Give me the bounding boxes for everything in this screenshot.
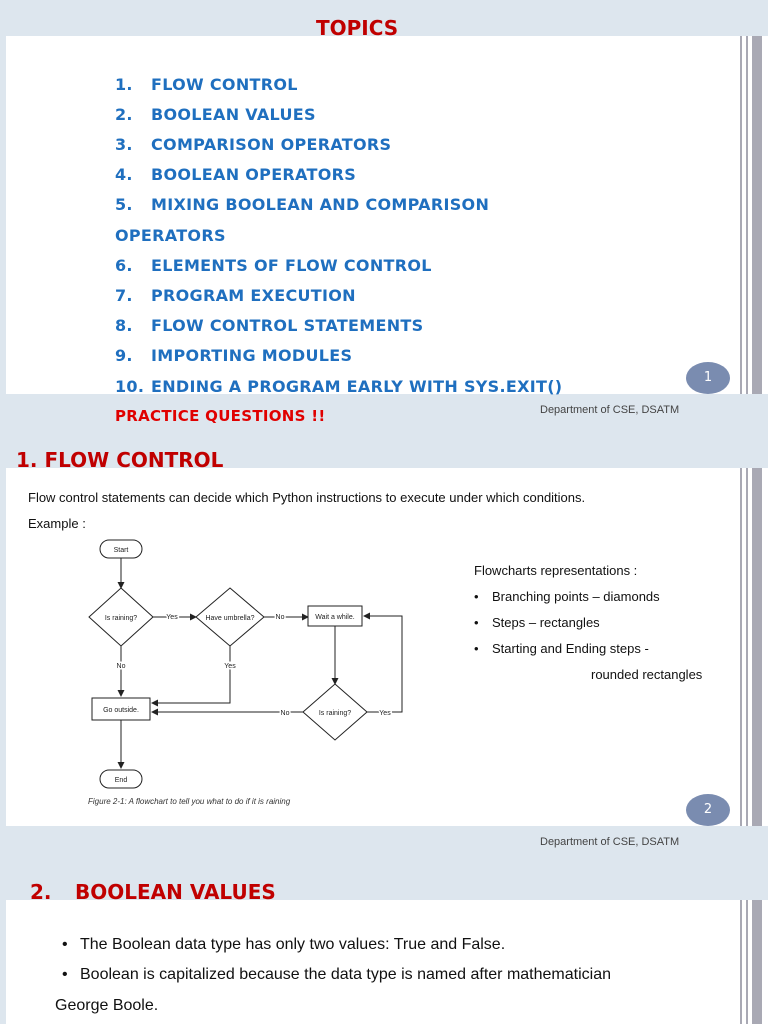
slide-boolean-values (0, 864, 768, 1024)
edge-label-yes: Yes (166, 614, 178, 621)
slide-rail (736, 900, 768, 1024)
topic-item: 8. FLOW CONTROL STATEMENTS (115, 316, 424, 335)
topic-item: 5. MIXING BOOLEAN AND COMPARISON (115, 195, 490, 214)
edge-label-no: No (280, 710, 290, 717)
topic-item: 2. BOOLEAN VALUES (115, 105, 316, 124)
practice-questions: PRACTICE QUESTIONS !! (115, 407, 326, 425)
reps-heading: Flowcharts representations : (474, 563, 638, 578)
flowchart-caption: Figure 2-1: A flowchart to tell you what to do if it is raining (88, 797, 291, 806)
step-label: Go outside. (103, 707, 139, 714)
bullet-item: • The Boolean data type has only two values: True and False. (80, 936, 505, 954)
edge-label-yes: Yes (224, 663, 236, 670)
edge-label-no: No (116, 663, 126, 670)
slide-rail (736, 36, 768, 394)
decision-label: Have umbrella? (205, 615, 255, 622)
slide-title: 1. FLOW CONTROL (16, 448, 224, 472)
intro-text: Flow control statements can decide which Python instructions to execute under which conditions. (28, 490, 586, 505)
topic-item: 6. ELEMENTS OF FLOW CONTROL (115, 256, 432, 275)
reps-item: • Starting and Ending steps - (492, 641, 649, 656)
topic-item: OPERATORS (115, 226, 226, 245)
bullet-item-cont: George Boole. (55, 997, 159, 1014)
edge-label-yes: Yes (379, 710, 391, 717)
slide-title-number: 2. (30, 880, 52, 904)
page-number-badge: 1 (686, 362, 730, 394)
end-label: End (114, 777, 128, 784)
slide-flow-control (0, 436, 768, 864)
bullet-item: • Boolean is capitalized because the data type is named after mathematician (80, 966, 611, 984)
reps-item: • Steps – rectangles (492, 615, 600, 630)
reps-item: • Branching points – diamonds (492, 589, 660, 604)
slide-footer: Department of CSE, DSATM (540, 404, 680, 416)
topic-item: 4. BOOLEAN OPERATORS (115, 165, 357, 184)
slide-rail (736, 468, 768, 826)
topic-item: 1. FLOW CONTROL (115, 75, 298, 94)
slide-topics (0, 0, 768, 436)
decision-label: Is raining? (104, 615, 138, 622)
example-label: Example : (28, 516, 86, 531)
topic-item: 9. IMPORTING MODULES (115, 346, 353, 365)
reps-item-cont: rounded rectangles (591, 667, 703, 682)
topic-item: 10. ENDING A PROGRAM EARLY WITH SYS.EXIT() (115, 377, 563, 396)
decision-label: Is raining? (318, 710, 352, 717)
slide-title: TOPICS (316, 16, 399, 40)
slide-title: BOOLEAN VALUES (75, 880, 276, 904)
flowchart (80, 536, 420, 806)
edge-label-no: No (275, 614, 285, 621)
slide-footer: Department of CSE, DSATM (540, 836, 680, 848)
topic-item: 3. COMPARISON OPERATORS (115, 135, 392, 154)
page-number-badge: 2 (686, 794, 730, 826)
start-label: Start (113, 547, 129, 554)
topic-item: 7. PROGRAM EXECUTION (115, 286, 356, 305)
step-label: Wait a while. (315, 614, 355, 621)
